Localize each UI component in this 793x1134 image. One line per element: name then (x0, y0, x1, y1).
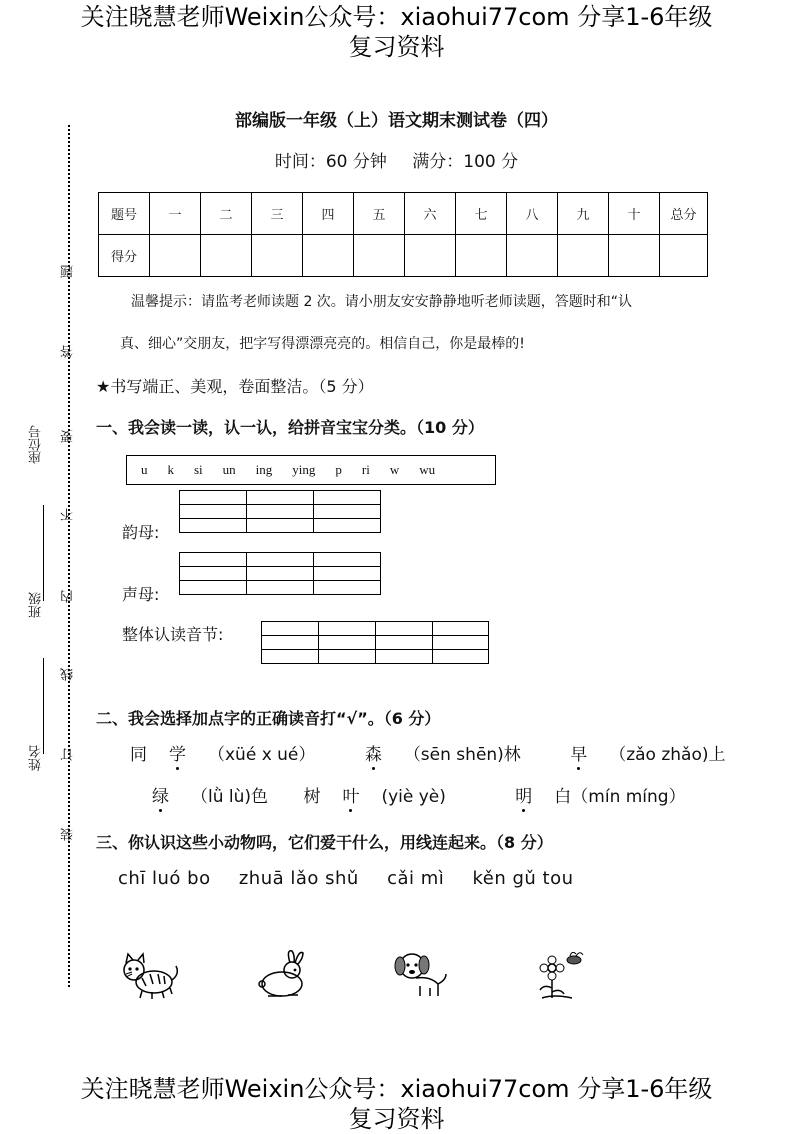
binding-char: 题 (61, 265, 76, 278)
seat-number-label: 座位号 (29, 425, 44, 464)
pinyin-item: un (222, 462, 236, 477)
bee-flower-icon[interactable] (530, 948, 592, 1002)
class-line[interactable] (43, 658, 44, 754)
reading-choice[interactable] (130, 745, 315, 765)
section2-heading: 二、我会选择加点字的正确读音打“√”。（6 分） (96, 709, 441, 728)
cat-icon[interactable] (118, 948, 180, 1002)
exam-title: 部编版一年级（上）语文期末测试卷（四） (235, 111, 558, 131)
section1-heading: 一、我会读一读，认一认，给拼音宝宝分类。（10 分） (96, 418, 484, 437)
dotted-char: 早 (570, 745, 588, 765)
binding-char: 订 (61, 748, 76, 761)
pinyin-item: w (389, 462, 400, 477)
handwriting-note: ★书写端正、美观，卷面整洁。（5 分） (96, 377, 374, 396)
section3-heading: 三、你认识这些小动物吗，它们爱干什么，用线连起来。（8 分） (96, 833, 553, 852)
reading-choice[interactable] (548, 745, 725, 765)
yunmu-writing-grid[interactable] (179, 490, 381, 533)
dotted-char: 叶 (342, 787, 360, 807)
footer-line-2: 复习资料 (348, 1105, 445, 1133)
reading-choice-row-2 (130, 782, 708, 807)
reading-choice[interactable] (130, 787, 268, 807)
full-score: 满分：100 分 (412, 152, 519, 172)
dotted-char: 森 (364, 745, 382, 765)
header-line-2: 复习资料 (348, 33, 445, 61)
duration: 时间：60 分钟 (274, 152, 387, 172)
score-cell: 题号 (99, 193, 150, 235)
score-cell: 一 (150, 193, 201, 235)
choice-options: （lǜ lù)色 (191, 787, 269, 807)
choice-text: 同 (130, 745, 147, 765)
binding-dotted-line (68, 125, 70, 987)
score-cell: 总分 (660, 193, 708, 235)
score-cell: 十 (609, 193, 660, 235)
reading-choice[interactable] (303, 787, 445, 807)
score-table-header-row (99, 193, 708, 235)
header-line-1: 关注晓慧老师Weixin公众号：xiaohui77com 分享1-6年级 (80, 3, 713, 31)
activity-words (118, 868, 596, 889)
score-input-cell[interactable] (456, 235, 507, 277)
score-input-cell[interactable] (201, 235, 252, 277)
activity-word[interactable]: kěn gǔ tou (472, 868, 574, 889)
reading-choice[interactable] (343, 745, 521, 765)
class-label: 班级 (29, 592, 44, 618)
score-input-cell[interactable] (558, 235, 609, 277)
pinyin-item: k (167, 462, 174, 477)
choice-options: （xüé x ué） (208, 745, 316, 765)
score-input-cell[interactable] (150, 235, 201, 277)
score-cell: 六 (405, 193, 456, 235)
score-table-score-row (99, 235, 708, 277)
pinyin-item: ying (292, 462, 316, 477)
score-input-cell[interactable] (303, 235, 354, 277)
pinyin-item: ri (361, 462, 370, 477)
binding-char: 不 (61, 508, 76, 521)
zhengti-writing-grid[interactable] (261, 621, 489, 664)
binding-char: 内 (61, 590, 76, 603)
score-cell: 五 (354, 193, 405, 235)
score-input-cell[interactable] (354, 235, 405, 277)
choice-options: 白（mín míng） (554, 787, 686, 807)
score-cell: 四 (303, 193, 354, 235)
score-input-cell[interactable] (507, 235, 558, 277)
rabbit-icon[interactable] (248, 948, 310, 1002)
dotted-char: 绿 (152, 787, 169, 807)
shengmu-label: 声母: (122, 585, 160, 604)
score-cell: 八 (507, 193, 558, 235)
score-table (98, 192, 708, 277)
score-cell: 七 (456, 193, 507, 235)
footer-line-1: 关注晓慧老师Weixin公众号：xiaohui77com 分享1-6年级 (80, 1075, 713, 1103)
choice-options: (yiè yè) (381, 787, 446, 807)
pinyin-item: wu (419, 462, 436, 477)
activity-word[interactable]: cǎi mì (387, 868, 445, 889)
binding-char: 装 (61, 828, 76, 841)
dog-icon[interactable] (390, 948, 452, 1002)
zhengti-label: 整体认读音节: (122, 625, 224, 644)
name-label: 姓名 (29, 745, 44, 771)
exam-time-info (0, 147, 793, 172)
pinyin-item: u (141, 462, 148, 477)
score-input-cell[interactable] (609, 235, 660, 277)
yunmu-label: 韵母: (122, 523, 160, 542)
pinyin-item: ing (255, 462, 273, 477)
activity-word[interactable]: zhuā lǎo shǔ (238, 868, 359, 889)
choice-text: 树 (303, 787, 321, 807)
score-input-cell[interactable] (252, 235, 303, 277)
score-input-cell[interactable] (660, 235, 708, 277)
seat-number-line[interactable] (43, 505, 44, 601)
binding-char: 答 (61, 345, 76, 358)
score-cell: 九 (558, 193, 609, 235)
binding-char: 要 (61, 430, 76, 443)
pinyin-item: p (335, 462, 342, 477)
choice-options: （zǎo zhǎo)上 (609, 745, 726, 765)
tip-line-1: 温馨提示：请监考老师读题 2 次。请小朋友安安静静地听老师读题，答题时和“认 (131, 294, 633, 310)
tip-line-2: 真、细心”交朋友，把字写得漂漂亮亮的。相信自己，你是最棒的! (120, 336, 525, 352)
pinyin-list (126, 455, 496, 485)
score-input-cell[interactable] (405, 235, 456, 277)
binding-char: 线 (61, 668, 76, 681)
reading-choice-row-1 (130, 740, 748, 765)
pinyin-item: si (194, 462, 203, 477)
reading-choice[interactable] (493, 787, 685, 807)
dotted-char: 学 (169, 745, 186, 765)
score-cell: 三 (252, 193, 303, 235)
score-cell: 二 (201, 193, 252, 235)
score-row-label: 得分 (99, 235, 150, 277)
choice-options: （sēn shēn)林 (403, 745, 521, 765)
activity-word[interactable]: chī luó bo (118, 868, 211, 889)
shengmu-writing-grid[interactable] (179, 552, 381, 595)
dotted-char: 明 (515, 787, 533, 807)
